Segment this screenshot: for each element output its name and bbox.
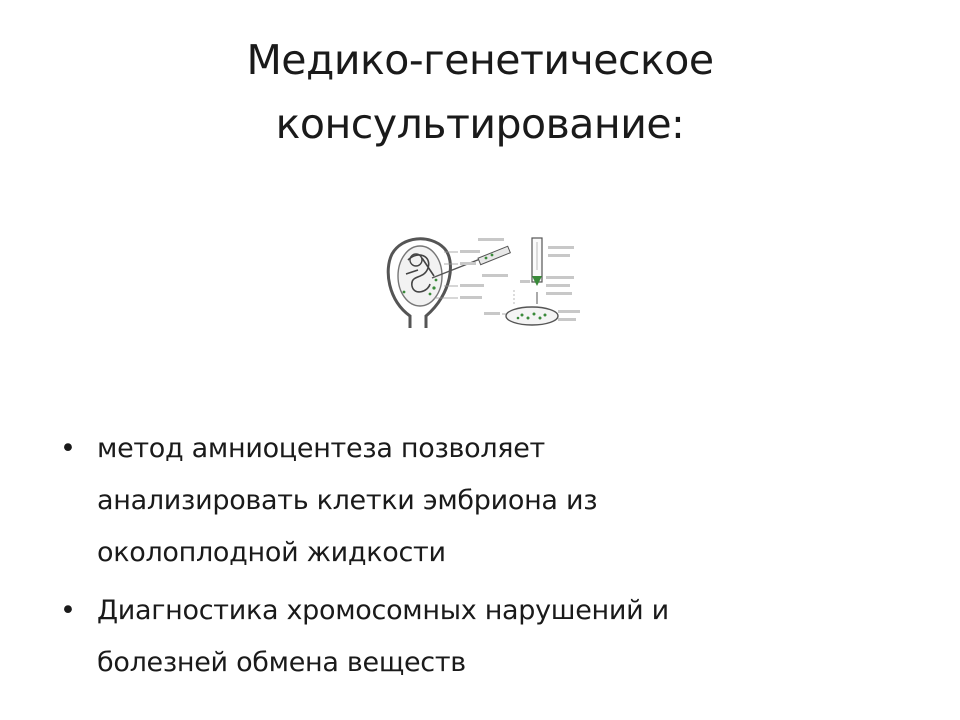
slide-title xyxy=(90,28,870,156)
bullet-list xyxy=(60,423,920,695)
bullet-text-line: околоплодной жидкости xyxy=(97,537,446,568)
bullet-item xyxy=(60,585,920,689)
slide-title-line: Медико-генетическое xyxy=(246,36,714,84)
amniocentesis-diagram-svg xyxy=(382,230,584,332)
bullet-text-line: Диагностика хромосомных нарушений и xyxy=(97,595,669,626)
bullet-item xyxy=(60,423,920,579)
bullet-dot-icon: • xyxy=(60,595,76,626)
bullet-text-line: болезней обмена веществ xyxy=(97,647,466,678)
bullet-text-line: метод амниоцентеза позволяет xyxy=(97,433,545,464)
bullet-text-line: анализировать клетки эмбриона из xyxy=(97,485,598,516)
slide-title-line: консультирование: xyxy=(275,100,685,148)
amniocentesis-diagram xyxy=(382,230,584,332)
bullet-dot-icon: • xyxy=(60,433,76,464)
